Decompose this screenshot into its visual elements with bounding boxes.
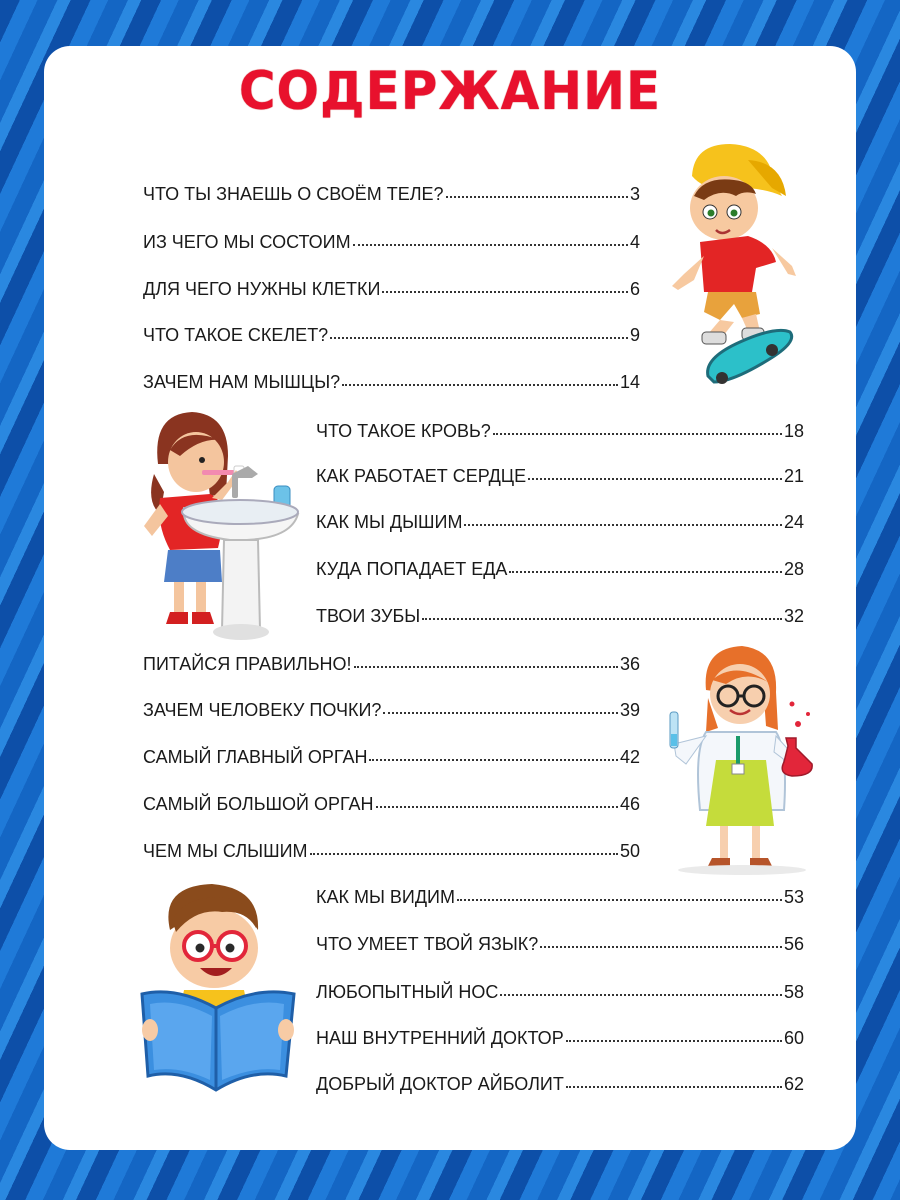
dot-leader [540, 942, 782, 948]
toc-entry-label: ИЗ ЧЕГО МЫ СОСТОИМ [143, 232, 351, 252]
toc-entry-label: САМЫЙ ГЛАВНЫЙ ОРГАН [143, 747, 368, 767]
dot-leader [376, 802, 618, 808]
dot-leader [446, 192, 628, 198]
toc-entry-label: САМЫЙ БОЛЬШОЙ ОРГАН [143, 794, 374, 814]
toc-entry-page: 36 [619, 654, 640, 674]
dot-leader [354, 662, 618, 668]
toc-entry-page: 9 [629, 325, 640, 345]
toc-entry[interactable] [143, 372, 640, 396]
toc-entry-page: 32 [783, 606, 804, 626]
toc-entry-label: ЧТО ТАКОЕ КРОВЬ? [316, 421, 491, 441]
toc-entry-label: КАК МЫ ВИДИМ [316, 887, 455, 907]
dot-leader [310, 849, 618, 855]
dot-leader [383, 708, 618, 714]
toc-entry[interactable] [316, 466, 804, 490]
toc-entry-label: КУДА ПОПАДАЕТ ЕДА [316, 559, 508, 579]
toc-entry[interactable] [143, 325, 640, 349]
dot-leader [382, 287, 628, 293]
toc-entry[interactable] [316, 982, 804, 1006]
toc-entry-page: 58 [783, 982, 804, 1002]
toc-entry-page: 21 [783, 466, 804, 486]
toc-entry-page: 50 [619, 841, 640, 861]
page-title: СОДЕРЖАНИЕ [238, 60, 662, 122]
toc-entry-label: ДОБРЫЙ ДОКТОР АЙБОЛИТ [316, 1074, 564, 1094]
dot-leader [342, 380, 618, 386]
toc-entry-page: 53 [783, 887, 804, 907]
toc-entry-label: ЧЕМ МЫ СЛЫШИМ [143, 841, 308, 861]
dot-leader [369, 755, 618, 761]
dot-leader [500, 990, 782, 996]
toc-entry[interactable] [143, 184, 640, 208]
toc-entry-page: 14 [619, 372, 640, 392]
toc-entry-page: 62 [783, 1074, 804, 1094]
toc-entry-label: НАШ ВНУТРЕННИЙ ДОКТОР [316, 1028, 564, 1048]
toc-entry[interactable] [316, 1028, 804, 1052]
toc-entry[interactable] [316, 1074, 804, 1098]
toc-entry-label: ЧТО ТЫ ЗНАЕШЬ О СВОЁМ ТЕЛЕ? [143, 184, 444, 204]
toc-entry[interactable] [143, 232, 640, 256]
toc-entry[interactable] [143, 747, 640, 771]
toc-entry[interactable] [316, 421, 804, 445]
toc-entry-page: 18 [783, 421, 804, 441]
toc-entry[interactable] [316, 934, 804, 958]
toc-entry-label: КАК РАБОТАЕТ СЕРДЦЕ [316, 466, 527, 486]
toc-entry-label: ЗАЧЕМ НАМ МЫШЦЫ? [143, 372, 341, 392]
dot-leader [457, 895, 782, 901]
toc-entry-page: 56 [783, 934, 804, 954]
toc-entry-label: ДЛЯ ЧЕГО НУЖНЫ КЛЕТКИ [143, 279, 381, 299]
dot-leader [353, 240, 628, 246]
toc-entry-page: 46 [619, 794, 640, 814]
toc-entry[interactable] [316, 559, 804, 583]
toc-entry-label: ПИТАЙСЯ ПРАВИЛЬНО! [143, 654, 352, 674]
toc-entry-label: ЧТО УМЕЕТ ТВОЙ ЯЗЫК? [316, 934, 539, 954]
skateboard-boy-illustration [664, 136, 804, 392]
toc-entry-page: 42 [619, 747, 640, 767]
toc-entry[interactable] [143, 841, 640, 865]
dot-leader [566, 1036, 782, 1042]
toc-entry-label: ТВОИ ЗУБЫ [316, 606, 421, 626]
dot-leader [330, 333, 628, 339]
toc-entry[interactable] [316, 512, 804, 536]
toc-entry[interactable] [143, 654, 640, 678]
toc-entry-page: 3 [629, 184, 640, 204]
dot-leader [509, 567, 782, 573]
dot-leader [493, 429, 782, 435]
toc-entry-page: 6 [629, 279, 640, 299]
toc-entry-page: 60 [783, 1028, 804, 1048]
toc-entry[interactable] [316, 606, 804, 630]
toc-entry[interactable] [316, 887, 804, 911]
toc-entry-label: ЧТО ТАКОЕ СКЕЛЕТ? [143, 325, 329, 345]
toc-entry-page: 28 [783, 559, 804, 579]
reading-boy-illustration [136, 880, 300, 1098]
dot-leader [422, 614, 782, 620]
toc-entry[interactable] [143, 794, 640, 818]
toc-entry-label: ЛЮБОПЫТНЫЙ НОС [316, 982, 499, 1002]
toothbrush-girl-illustration [140, 404, 305, 644]
toc-entry-label: ЗАЧЕМ ЧЕЛОВЕКУ ПОЧКИ? [143, 700, 382, 720]
scientist-girl-illustration [666, 640, 820, 876]
toc-entry-page: 24 [783, 512, 804, 532]
toc-entry-page: 39 [619, 700, 640, 720]
toc-entry[interactable] [143, 279, 640, 303]
dot-leader [566, 1082, 782, 1088]
toc-entry-label: КАК МЫ ДЫШИМ [316, 512, 463, 532]
dot-leader [464, 520, 782, 526]
dot-leader [528, 474, 782, 480]
toc-entry[interactable] [143, 700, 640, 724]
toc-entry-page: 4 [629, 232, 640, 252]
